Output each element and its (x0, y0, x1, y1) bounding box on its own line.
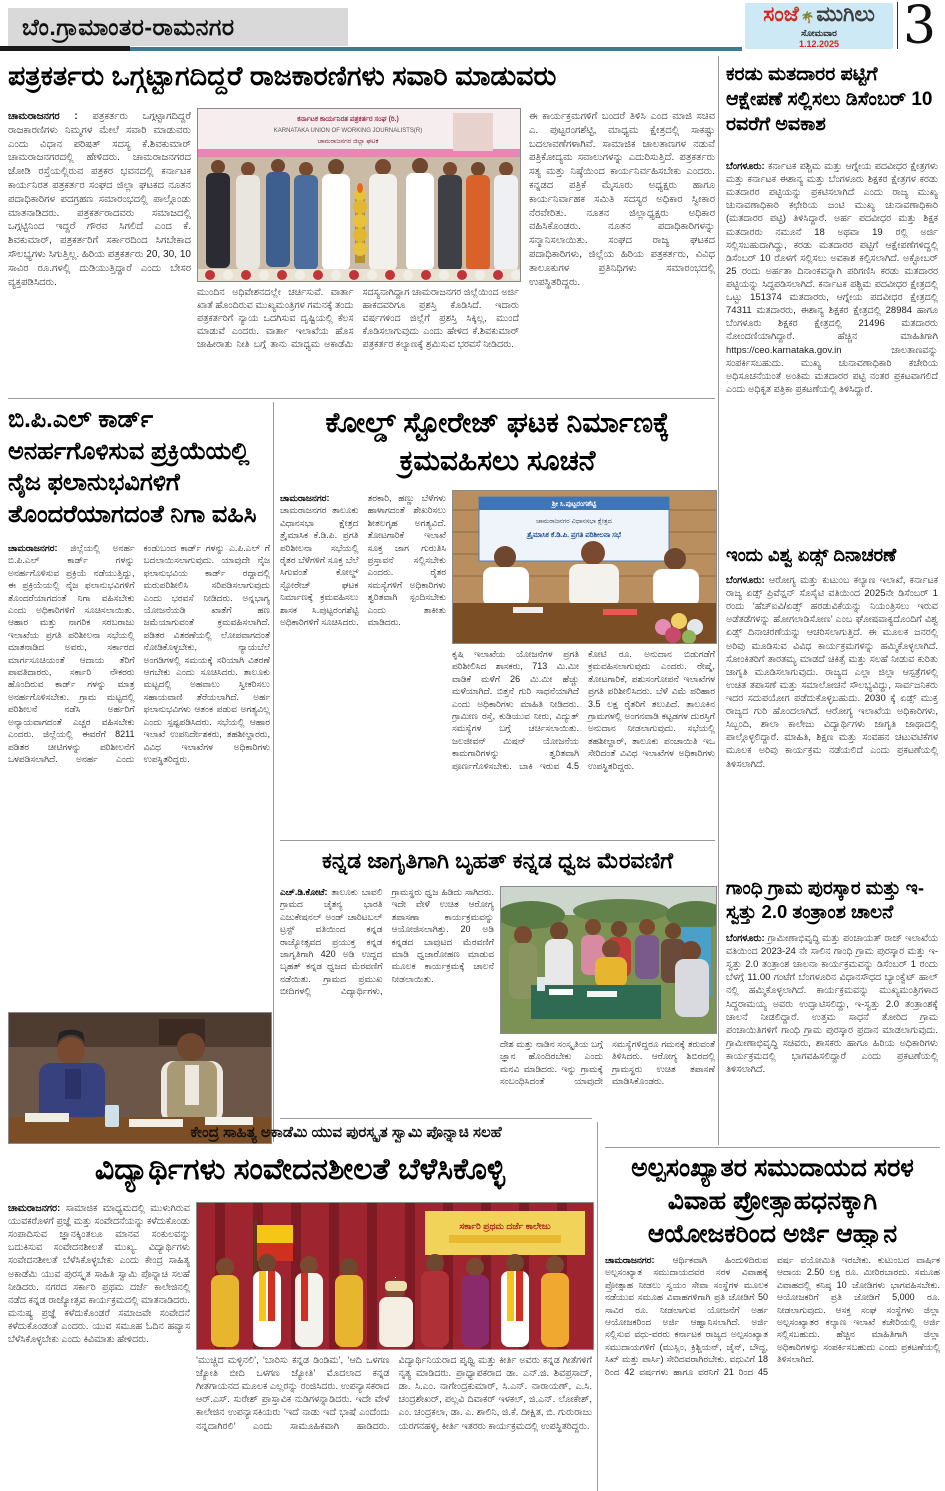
newspaper-logo (745, 3, 893, 49)
edition-region-label: ಬೆಂ.ಗ್ರಾಮಾಂತರ-ರಾಮನಗರ (8, 8, 348, 46)
bpl-headline: ಬಿ.ಪಿ.ಎಲ್ ಕಾರ್ಡ್ ಅನರ್ಹಗೊಳಿಸುವ ಪ್ರಕ್ರಿಯೆಯಲ್ಲಿ ನೈಜ ಫಲಾನುಭವಿಗಳಿಗೆ ತೊಂದರೆಯಾಗದಂತೆ ನಿಗಾ ವಹಿಸಿ (8, 406, 257, 529)
cold-dateline: ಚಾಮರಾಜನಗರ: (280, 493, 330, 503)
divider (8, 398, 715, 399)
students-body-left: ಚಾಮರಾಜನಗರ: ಸಾಮಾಜಿಕ ಮಾಧ್ಯಮದಲ್ಲಿ ಮುಳುಗಿರುವ ಯುವಕರೊಳಗೆ ಪ್ರಜ್ಞೆ ಮತ್ತು ಸಂವೇದನೆಯನ್ನು ಕಳೆದುಕೊಂಡು ಸಂಪಾದಿಸುವ ಜ್ಞಾನಕ್ಕಿಂತಲೂ ಮಾನವ ಸಂಕುಲವನ್ನು ಬದುಕಿಸುವ ಸಂವೇದನಶೀಲತೆ ಮುಖ್ಯ. ವಿದ್ಯಾರ್ಥಿಗಳು ಸಂವೇದನಶೀಲತೆ ಬೆಳೆಸಿಕೊಳ್ಳಬೇಕು ಎಂದು ಕೇಂದ್ರ ಸಾಹಿತ್ಯ ಅಕಾಡೆಮಿ ಯುವ ಪುರಸ್ಕೃತ ಸಾಹಿತಿ ಸ್ವಾಮಿ ಪೊನ್ನಾಚಿ ಸಲಹೆ ನೀಡಿದರು. ನಗರದ ಸರ್ಕಾರಿ ಪ್ರಥಮ ದರ್ಜೆ ಕಾಲೇಜಿನಲ್ಲಿ ನಡೆದ ಕನ್ನಡ ರಾಜ್ಯೋತ್ಸವ ಕಾರ್ಯಕ್ರಮದಲ್ಲಿ ಮಾತನಾಡಿದರು. ಮನುಷ್ಯ ಪ್ರಜ್ಞೆ ಕಳೆದುಕೊಂಡರೆ ಸಮಾಜವೇ ಸಂವೇದನೆ ಕಳೆದುಕೊಂಡಂತೆ ಎಂದರು. ಯುವ ಸಮೂಹ ಓದಿನ ಹವ್ಯಾಸ ಬೆಳೆಸಿಕೊಳ್ಳಬೇಕು ಎಂದು ಕಿವಿಮಾತು ಹೇಳಿದರು. (8, 1203, 190, 1346)
students-kicker: ಕೇಂದ್ರ ಸಾಹಿತ್ಯ ಅಕಾಡೆಮಿ ಯುವ ಪುರಸ್ಕೃತ ಸ್ವಾಮಿ ಪೊನ್ನಾಚಿ ಸಲಹೆ (190, 1124, 502, 1141)
bpl-dateline: ಚಾಮರಾಜನಗರ: (8, 543, 58, 553)
photo-banner-text: ಕರ್ನಾಟಕ ಕಾರ್ಯನಿರತ ಪತ್ರಕರ್ತರ ಸಂಘ (ರಿ.) (297, 116, 399, 123)
college-banner (425, 1211, 585, 1255)
bpl-body: ಚಾಮರಾಜನಗರ: ಜಿಲ್ಲೆಯಲ್ಲಿ ಅನರ್ಹ ಬಿ.ಪಿ.ಎಲ್ ಕಾರ್ಡ್ ಗಳನ್ನು ಅನರ್ಹಗೊಳಿಸುವ ಪ್ರಕ್ರಿಯೆ ನಡೆಯುತ್ತಿದ್ದು, ಈ ಪ್ರಕ್ರಿಯೆಯಲ್ಲಿ ನೈಜ ಫಲಾನುಭವಿಗಳಿಗೆ ತೊಂದರೆಯಾಗದಂತೆ ನಿಗಾ ವಹಿಸಬೇಕು ಎಂದು ಅಧಿಕಾರಿಗಳಿಗೆ ಸೂಚಿಸಲಾಯಿತು. ಆಹಾರ ಮತ್ತು ನಾಗರಿಕ ಸರಬರಾಜು ಇಲಾಖೆಯ ಪ್ರಗತಿ ಪರಿಶೀಲನಾ ಸಭೆಯಲ್ಲಿ ಮಾತನಾಡಿದ ಅವರು, ಸರ್ಕಾರದ ಮಾರ್ಗಸೂಚಿಯಂತೆ ಆದಾಯ ತೆರಿಗೆ ಪಾವತಿದಾರರು, ಸರ್ಕಾರಿ ನೌಕರರು ಹೊಂದಿರುವ ಕಾರ್ಡ್ ಗಳನ್ನು ಮಾತ್ರ ಅನರ್ಹಗೊಳಿಸಬೇಕು. ಗ್ರಾಮ ಮಟ್ಟದಲ್ಲಿ ಪರಿಶೀಲನೆ ನಡೆಸಿ ಅರ್ಹರಿಗೆ ಅನ್ಯಾಯವಾಗದಂತೆ ಎಚ್ಚರ ವಹಿಸಬೇಕು ಎಂದರು. ಜಿಲ್ಲೆಯಲ್ಲಿ ಈವರೆಗೆ 8211 ಪಡಿತರ ಚೀಟಿಗಳನ್ನು ಪರಿಶೀಲನೆಗೆ ಒಳಪಡಿಸಲಾಗಿದೆ. ಅನರ್ಹ ಎಂದು ಕಂಡುಬಂದ ಕಾರ್ಡ್ ಗಳನ್ನು ಎ.ಪಿ.ಎಲ್ ಗೆ ಬದಲಾಯಿಸಲಾಗುವುದು. ಯಾವುದೇ ನೈಜ ಫಲಾನುಭವಿಯ ಕಾರ್ಡ್ ರದ್ದಾದಲ್ಲಿ ಮರುಪರಿಶೀಲಿಸಿ ಸರಿಪಡಿಸಲಾಗುವುದು ಎಂದು ಭರವಸೆ ನೀಡಿದರು. ಅನ್ನಭಾಗ್ಯ ಯೋಜನೆಯಡಿ ಖಾತೆಗೆ ಹಣ ಜಮೆಯಾಗುವಂತೆ ಕ್ರಮವಹಿಸಲಾಗಿದೆ. ಪಡಿತರ ವಿತರಣೆಯಲ್ಲಿ ಲೋಪವಾಗದಂತೆ ನೋಡಿಕೊಳ್ಳಬೇಕು, ನ್ಯಾಯಬೆಲೆ ಅಂಗಡಿಗಳಲ್ಲಿ ಸಮಯಕ್ಕೆ ಸರಿಯಾಗಿ ವಿತರಣೆ ಆಗಬೇಕು ಎಂದು ಸೂಚಿಸಿದರು. ತಾಲೂಕು ಮಟ್ಟದಲ್ಲಿ ಅಹವಾಲು ಸ್ವೀಕರಿಸಲು ಸಹಾಯವಾಣಿ ತೆರೆಯಲಾಗಿದೆ. ಅರ್ಹ ಫಲಾನುಭವಿಗಳು ಆತಂಕ ಪಡುವ ಅಗತ್ಯವಿಲ್ಲ ಎಂದು ಸ್ಪಷ್ಟಪಡಿಸಿದರು. ಸಭೆಯಲ್ಲಿ ಆಹಾರ ಇಲಾಖೆ ಉಪನಿರ್ದೇಶಕರು, ತಹಶೀಲ್ದಾರರು, ವಿವಿಧ ಇಲಾಖೆಗಳ ಅಧಿಕಾರಿಗಳು ಉಪಸ್ಥಿತರಿದ್ದರು. (8, 543, 270, 764)
svg-text:ತ್ರೈಮಾಸಿಕ ಕೆ.ಡಿ.ಪಿ. ಪ್ರಗತಿ ಪರಿ: ತ್ರೈಮಾಸಿಕ ಕೆ.ಡಿ.ಪಿ. ಪ್ರಗತಿ ಪರಿಶೀಲನಾ ಸಭೆ (527, 532, 621, 539)
gandhi-body: ಬೆಂಗಳೂರು: ಗ್ರಾಮೀಣಾಭಿವೃದ್ಧಿ ಮತ್ತು ಪಂಚಾಯತ್ ರಾಜ್ ಇಲಾಖೆಯ ವತಿಯಿಂದ 2023-24 ನೇ ಸಾಲಿನ ಗಾಂಧಿ ಗ್ರಾಮ ಪುರಸ್ಕಾರ ಮತ್ತು ಇ-ಸ್ವತ್ತು 2.0 ತಂತ್ರಾಂಶ ಚಾಲನಾ ಕಾರ್ಯಕ್ರಮವನ್ನು ಡಿಸೆಂಬರ್ 1 ರಂದು ಬೆಳಗ್ಗೆ 11.00 ಗಂಟೆಗೆ ಬೆಂಗಳೂರಿನ ವಿಧಾನಸೌಧದ ಬ್ಯಾಂಕ್ವೆಟ್ ಹಾಲ್ ನಲ್ಲಿ ಹಮ್ಮಿಕೊಳ್ಳಲಾಗಿದೆ. ಕಾರ್ಯಕ್ರಮವನ್ನು ಮುಖ್ಯಮಂತ್ರಿಗಳಾದ ಸಿದ್ದರಾಮಯ್ಯ ಅವರು ಉದ್ಘಾಟಿಸಲಿದ್ದು, ಇ-ಸ್ವತ್ತು 2.0 ತಂತ್ರಾಂಶಕ್ಕೆ ಚಾಲನೆ ನೀಡಲಿದ್ದಾರೆ. ಉತ್ತಮ ಸಾಧನೆ ತೋರಿದ ಗ್ರಾಮ ಪಂಚಾಯಿತಿಗಳಿಗೆ ಗಾಂಧಿ ಗ್ರಾಮ ಪುರಸ್ಕಾರ ಪ್ರದಾನ ಮಾಡಲಾಗುವುದು. ಗ್ರಾಮೀಣಾಭಿವೃದ್ಧಿ ಸಚಿವರು, ಶಾಸಕರು ಹಾಗೂ ಹಿರಿಯ ಅಧಿಕಾರಿಗಳು ಕಾರ್ಯಕ್ರಮದಲ್ಲಿ ಭಾಗವಹಿಸಲಿದ್ದಾರೆ ಎಂದು ಪ್ರಕಟಣೆಯಲ್ಲಿ ತಿಳಿಸಲಾಗಿದೆ. (726, 933, 938, 1076)
divider (605, 1147, 940, 1148)
health-camp-photo (500, 886, 717, 1034)
right-rail-divider (718, 56, 719, 1145)
journalists-photo (197, 108, 521, 282)
gandhi-headline: ಗಾಂಧಿ ಗ್ರಾಮ ಪುರಸ್ಕಾರ ಮತ್ತು ಇ-ಸ್ವತ್ತು 2.0 ತಂತ್ರಾಂಶ ಚಾಲನೆ (726, 877, 924, 923)
masthead-divider (897, 2, 898, 49)
voters-headline: ಕರಡು ಮತದಾರರ ಪಟ್ಟಿಗೆ ಆಕ್ಷೇಪಣೆ ಸಲ್ಲಿಸಲು ಡಿಸೆಂಬರ್ 10 ರವರೆಗೆ ಅವಕಾಶ (726, 64, 933, 136)
flag-headline: ಕನ್ನಡ ಜಾಗೃತಿಗಾಗಿ ಬೃಹತ್ ಕನ್ನಡ ಧ್ವಜ ಮೆರವಣಿಗೆ (322, 848, 673, 873)
svg-text:ಸರ್ಕಾರಿ ಪ್ರಥಮ ದರ್ಜೆ ಕಾಲೇಜು: ಸರ್ಕಾರಿ ಪ್ರಥಮ ದರ್ಜೆ ಕಾಲೇಜು (459, 1221, 551, 1231)
flag-body-left: ಎಚ್.ಡಿ.ಕೋಟೆ: ತಾಲೂಕು ಬಾವಲಿ ಗ್ರಾಮದ ಚೈತನ್ಯ ಭಾರತಿ ಎಜುಕೇಷನಲ್ ಅಂಡ್ ಚಾರಿಟಬಲ್ ಟ್ರಸ್ಟ್ ವತಿಯಿಂದ ಕನ್ನಡ ರಾಜ್ಯೋತ್ಸವದ ಪ್ರಯುಕ್ತ ಕನ್ನಡ ಜಾಗೃತಿಗಾಗಿ 420 ಅಡಿ ಉದ್ದದ ಬೃಹತ್ ಕನ್ನಡ ಧ್ವಜದ ಮೆರವಣಿಗೆ ನಡೆಯಿತು. ಗ್ರಾಮದ ಪ್ರಮುಖ ಬೀದಿಗಳಲ್ಲಿ ವಿದ್ಯಾರ್ಥಿಗಳು, ಗ್ರಾಮಸ್ಥರು ಧ್ವಜ ಹಿಡಿದು ಸಾಗಿದರು. ಇದೇ ವೇಳೆ ಉಚಿತ ಆರೋಗ್ಯ ತಪಾಸಣಾ ಕಾರ್ಯಕ್ರಮವನ್ನು ಆಯೋಜಿಸಲಾಗಿತ್ತು. 20 ಅಡಿ ಕನ್ನಡದ ಬಾವುಟದ ಮೆರವಣಿಗೆ ಮಾಡಿ ಧ್ವಜಾರೋಹಣ ಮಾಡುವ ಮೂಲಕ ಕಾರ್ಯಕ್ರಮಕ್ಕೆ ಚಾಲನೆ ನೀಡಲಾಯಿತು. (280, 887, 494, 997)
main-dateline: ಚಾಮರಾಜನಗರ : (8, 111, 78, 122)
main-body-col1: ಚಾಮರಾಜನಗರ : ಪತ್ರಕರ್ತರು ಒಗ್ಗಟ್ಟಾಗದಿದ್ದರೆ ರಾಜಕಾರಣಿಗಳು ನಿಮ್ಮಗಳ ಮೇಲೆ ಸವಾರಿ ಮಾಡುವರು ಎಂದು ವಿಧಾನ ಪರಿಷತ್ ಸದಸ್ಯ ಕೆ.ಶಿವಕುಮಾರ್ ಚಾಮರಾಜನಗರದಲ್ಲಿ ಹೇಳಿದರು. ಚಾಮರಾಜನಗರದ ಜೋಡಿ ರಸ್ತೆಯಲ್ಲಿರುವ ಪತ್ರಕರ ಭವನದಲ್ಲಿ ಕರ್ನಾಟಕ ಕಾರ್ಯನಿರತ ಪತ್ರಕರ್ತರ ಸಂಘದ ಜಿಲ್ಲಾ ಘಟಕದ ನೂತನ ಪದಾಧಿಕಾರಿಗಳ ಪದಗ್ರಹಣ ಸಮಾರಂಭದಲ್ಲಿ ಪಾಲ್ಗೊಂಡು ಮಾತನಾಡಿದರು. ಪತ್ರಕರ್ತರಾದವರು ಸಮಾಜದಲ್ಲಿ ಒಗ್ಗಟ್ಟಿನಿಂದ ಇದ್ದರೆ ಗೌರವ ಸಿಗಲಿದೆ ಎಂದ ಕೆ. ಶಿವಕುಮಾರ್, ಪತ್ರಕರ್ತರಿಗೆ ಸರ್ಕಾರದಿಂದ ಸಿಗಬೇಕಾದ ಸೌಲಭ್ಯಗಳು ಸಿಗುತ್ತಿಲ್ಲ. ಹಿರಿಯ ಪತ್ರಕರ್ತರು 20, 30, 10 ಸಾವಿರ ರೂ.ಗಳಲ್ಲಿ ದುಡಿಯುತ್ತಿದ್ದಾರೆ ಎಂದು ಬೇಸರ ವ್ಯಕ್ತಪಡಿಸಿದರು. (8, 111, 191, 288)
cold-headline: ಕೋಲ್ಡ್ ಸ್ಟೋರೇಜ್ ಘಟಕ ನಿರ್ಮಾಣಕ್ಕೆ ಕ್ರಮವಹಿಸಲು ಸೂಚನೆ (325, 407, 670, 476)
main-body-col2: ಮುಂದಿನ ಅಧಿವೇಶನದಲ್ಲೇ ಚರ್ಚಿಸುವೆ. ವಾರ್ತಾ ಖಾತೆ ಹೊಂದಿರುವ ಮುಖ್ಯಮಂತ್ರಿಗಳ ಗಮನಕ್ಕೆ ತಂದು ಪತ್ರಕರ್ತರಿಗೆ ನ್ಯಾಯ ಒದಗಿಸುವ ದೃಷ್ಟಿಯಲ್ಲಿ ಕೆಲಸ ಮಾಡುವೆ ಎಂದರು. ವಾರ್ತಾ ಇಲಾಖೆಯ ಹೊಸ ಜಾಹೀರಾತು ನೀತಿ ಬಗ್ಗೆ ತಾನು ಮಾಧ್ಯಮ ಅಕಾಡೆಮಿ ಸದಸ್ಯನಾಗಿದ್ದಾಗ ಚಾಮರಾಜನಗರ ಜಿಲ್ಲೆಯಿಂದ ಅರ್ಜಿ ಹಾಕದವರಿಗೂ ಪ್ರಶಸ್ತಿ ಕೊಡಿಸಿದೆ. ಇದಾರು ವರ್ಷಗಳಿಂದ ಜಿಲ್ಲೆಗೆ ಪ್ರಶಸ್ತಿ ಸಿಕ್ಕಿಲ್ಲ, ಮುಂದೆ ಕೊಡಿಸಲಾಗುವುದು ಎಂದು ಹೇಳಿದ ಕೆ.ಶಿವಕುಮಾರ್ ಪತ್ರಕರ್ತರ ಕಲ್ಯಾಣಕ್ಕೆ ಶ್ರಮಿಸುವ ಭರವಸೆ ನೀಡಿದರು. (197, 287, 519, 351)
voters-dateline: ಬೆಂಗಳೂರು: (726, 161, 765, 172)
flower-garland (198, 269, 520, 281)
main-headline: ಪತ್ರಕರ್ತರು ಒಗ್ಗಟ್ಟಾಗದಿದ್ದರೆ ರಾಜಕಾರಣಿಗಳು ಸವಾರಿ ಮಾಡುವರು (8, 61, 557, 91)
logo-text-sanje: ಸಂಜೆ (763, 2, 799, 26)
students-dateline: ಚಾಮರಾಜನಗರ: (8, 1203, 61, 1214)
svg-text:ಚಾಮರಾಜನಗರ ವಿಧಾನಸಭಾ ಕ್ಷೇತ್ರದ: ಚಾಮರಾಜನಗರ ವಿಧಾನಸಭಾ ಕ್ಷೇತ್ರದ (536, 518, 612, 525)
voters-body: ಬೆಂಗಳೂರು: ಕರ್ನಾಟಕ ಪಶ್ಚಿಮ ಮತ್ತು ಆಗ್ನೇಯ ಪದವೀಧರ ಕ್ಷೇತ್ರಗಳು ಮತ್ತು ಕರ್ನಾಟಕ ಈಶಾನ್ಯ ಮತ್ತು ಬೆಂಗಳೂರು ಶಿಕ್ಷಕರ ಕ್ಷೇತ್ರಗಳ ಕರಡು ಮತದಾರರ ಪಟ್ಟಿಯನ್ನು ಪ್ರಕಟಿಸಲಾಗಿದೆ ಎಂದು ರಾಜ್ಯ ಮುಖ್ಯ ಚುನಾವಣಾಧಿಕಾರಿ ಕಛೇರಿಯ ಜಂಟಿ ಮುಖ್ಯ ಚುನಾವಣಾಧಿಕಾರಿ (ಮತದಾರರ ಪಟ್ಟಿ) ತಿಳಿಸಿದ್ದಾರೆ. ಅರ್ಹ ಪದವೀಧರ ಮತ್ತು ಶಿಕ್ಷಕ ಮತದಾರರು ನಮೂನೆ 18 ಅಥವಾ 19 ರಲ್ಲಿ ಅರ್ಜಿ ಸಲ್ಲಿಸಬಹುದಾಗಿದ್ದು, ಕರಡು ಮತದಾರರ ಪಟ್ಟಿಗೆ ಆಕ್ಷೇಪಣೆಗಳಿದ್ದಲ್ಲಿ ಡಿಸೆಂಬರ್ 10 ರೊಳಗೆ ಸಲ್ಲಿಸಲು ಅವಕಾಶ ಕಲ್ಪಿಸಲಾಗಿದೆ. ಅಕ್ಟೋಬರ್ 25 ರಂದು ಅರ್ಹತಾ ದಿನಾಂಕವನ್ನಾಗಿ ಪರಿಗಣಿಸಿ ಕರಡು ಮತದಾರರ ಪಟ್ಟಿಯನ್ನು ಸಿದ್ಧಪಡಿಸಲಾಗಿದೆ. ಕರ್ನಾಟಕ ಪಶ್ಚಿಮ ಪದವೀಧರ ಕ್ಷೇತ್ರದಲ್ಲಿ ಒಟ್ಟು 151374 ಮತದಾರರು, ಆಗ್ನೇಯ ಪದವೀಧರ ಕ್ಷೇತ್ರದಲ್ಲಿ 74311 ಮತದಾರರು, ಈಶಾನ್ಯ ಶಿಕ್ಷಕರ ಕ್ಷೇತ್ರದಲ್ಲಿ 28984 ಹಾಗೂ ಬೆಂಗಳೂರು ಶಿಕ್ಷಕರ ಕ್ಷೇತ್ರದಲ್ಲಿ 21496 ಮತದಾರರು ನೋಂದಣಿಯಾಗಿದ್ದಾರೆ. ಹೆಚ್ಚಿನ ಮಾಹಿತಿಗಾಗಿ https://ceo.karnataka.gov.in ಜಾಲತಾಣವನ್ನು ಸಂಪರ್ಕಿಸಬಹುದು. ಮುಖ್ಯ ಚುನಾವಣಾಧಿಕಾರಿ ಕಚೇರಿಯ ಅಧಿಸೂಚನೆಯಂತೆ ಅಂತಿಮ ಮತದಾರರ ಪಟ್ಟಿ ನಂತರ ಪ್ರಕಟವಾಗಲಿದೆ ಎಂದು ಅಧಿಕೃತ ಪತ್ರಿಕಾ ಪ್ರಕಟಣೆಯಲ್ಲಿ ತಿಳಿಸಿದ್ದಾರೆ. (726, 161, 938, 395)
date-label: 1.12.2025 (798, 38, 840, 49)
students-body-below: ‘ಮುಚ್ಚಿದ ಮಳ್ಳಿನಲಿ’, ‘ಬಾರಿಸು ಕನ್ನಡ ಡಿಂಡಿಮ’, ‘ಆದಿ ಒಳಗಣ ಜ್ಯೋತಿ ಬೀದಿ ಒಳಗಣ ಜ್ಯೋತಿ’ ಮೊದಲಾದ ಕನ್ನಡ ಗೀತಗಾಯನದ ಮೂಲಕ ಎಲ್ಲರನ್ನು ರಂಜಿಸಿದರು. ಉಪನ್ಯಾಸಕರಾದ ಆರ್.ಎಸ್. ಸುರೇಶ್ ಪ್ರಾಸ್ತಾವಿಕ ನುಡಿಗಳನ್ನಾಡಿದರು. ಇದೇ ವೇಳೆ ಕಾಲೇಜಿನ ಉಪನ್ಯಾಸಕಿಯರು ‘ಇದೆ ನಾಡು ಇದೆ ಭಾಷೆ ಎಂದೆಂದು ನನ್ನದಾಗಿರಲಿ’ ಎಂದು ಸಾಮೂಹಿಕವಾಗಿ ಹಾಡಿದರು. ವಿದ್ಯಾರ್ಥಿನಿಯರಾದ ಪೃಥ್ವಿ ಮತ್ತು ಕೀರ್ತಿ ಅವರು ಕನ್ನಡ ಗೀತೆಗಳಿಗೆ ನೃತ್ಯ ಮಾಡಿದರು. ಪ್ರಾಧ್ಯಾಪಕರಾದ ಡಾ. ಎನ್.ಜಿ. ಶಿವಪ್ರಸಾದ್, ಡಾ. ಸಿ.ಎಂ. ನಾಗೇಂದ್ರಕುಮಾರ್, ಸಿ.ಎನ್. ನಾರಾಯಣ್, ಎ.ಸಿ. ಚಂದ್ರಶೇಖರ್, ಪಲ್ಲವಿ ದಿವಾಕರ್ ಇಳಕಲ್, ಜಿ.ಎನ್. ಲೋಕೇಶ್, ಎಂ. ಚಂದ್ರಕಲಾ, ಡಾ. ಎ. ಶಾಲಿನಿ, ಜಿ.ಕೆ. ದೀಕ್ಷಿತ, ಬಿ. ಗುರುರಾಜು ಯರಗನಹಳ್ಳಿ, ಕೀರ್ತಿ ಇತರರು ಕಾರ್ಯಕ್ರಮದಲ್ಲಿ ಉಪಸ್ಥಿತರಿದ್ದರು. (196, 1355, 592, 1432)
main-body-col3: ಈ ಕಾರ್ಯಕ್ರಮಗಳಿಗೆ ಬಂದರೆ ತಿಳಿಸಿ ಎಂದ ಮಾಜಿ ಸಚಿವ ಎ. ಪುಟ್ಟರಂಗಶೆಟ್ಟಿ, ಮಾಧ್ಯಮ ಕ್ಷೇತ್ರದಲ್ಲಿ ಸಾಕಷ್ಟು ಬದಲಾವಣೆಗಳಾಗಿವೆ. ಸಾಮಾಜಿಕ ಜಾಲತಾಣಗಳ ನಡುವೆ ಪತ್ರಿಕೋದ್ಯಮ ಸವಾಲುಗಳನ್ನು ಎದುರಿಸುತ್ತಿದೆ. ಪತ್ರಕರ್ತರು ಸತ್ಯ ಮತ್ತು ನಿಷ್ಠೆಯಿಂದ ಕಾರ್ಯನಿರ್ವಹಿಸಬೇಕು ಎಂದರು. ಕನ್ನಡದ ಪತ್ರಿಕೆ ಮೈಸೂರು ಅಧ್ಯಕ್ಷರು ಹಾಗೂ ಕಾರ್ಯನಿರ್ವಾಹಕ ಸಮಿತಿ ಸದಸ್ಯರ ಅಧಿಕಾರ ಸ್ವೀಕಾರ ನೆರವೇರಿತು. ನೂತನ ಜಿಲ್ಲಾಧ್ಯಕ್ಷರು ಅಧಿಕಾರ ವಹಿಸಿಕೊಂಡರು. ನೂತನ ಪದಾಧಿಕಾರಿಗಳನ್ನು ಸನ್ಮಾನಿಸಲಾಯಿತು. ಸಂಘದ ರಾಜ್ಯ ಘಟಕದ ಪದಾಧಿಕಾರಿಗಳು, ಜಿಲ್ಲೆಯ ಹಿರಿಯ ಪತ್ರಕರ್ತರು, ವಿವಿಧ ತಾಲೂಕುಗಳ ಪ್ರತಿನಿಧಿಗಳು ಸಮಾರಂಭದಲ್ಲಿ ಉಪಸ್ಥಿತರಿದ್ದರು. (529, 111, 715, 288)
cold-body-left: ಚಾಮರಾಜನಗರ: ಚಾಮರಾಜನಗರ ತಾಲೂಕು ವಿಧಾನಸಭಾ ಕ್ಷೇತ್ರದ ತ್ರೈಮಾಸಿಕ ಕೆ.ಡಿ.ಪಿ. ಪ್ರಗತಿ ಪರಿಶೀಲನಾ ಸಭೆಯಲ್ಲಿ ರೈತರ ಬೆಳೆಗಳಿಗೆ ಸೂಕ್ತ ಬೆಲೆ ಸಿಗುವಂತೆ ಕೋಲ್ಡ್ ಸ್ಟೋರೇಜ್ ಘಟಕ ನಿರ್ಮಾಣಕ್ಕೆ ಕ್ರಮವಹಿಸಲು ಶಾಸಕ ಸಿ.ಪುಟ್ಟರಂಗಶೆಟ್ಟಿ ಅಧಿಕಾರಿಗಳಿಗೆ ಸೂಚಿಸಿದರು. ತರಕಾರಿ, ಹಣ್ಣು ಬೆಳೆಗಳು ಹಾಳಾಗದಂತೆ ಶೇಖರಿಸಲು ಶೀತಲಗೃಹ ಅಗತ್ಯವಿದೆ. ತೋಟಗಾರಿಕೆ ಇಲಾಖೆ ಸೂಕ್ತ ಜಾಗ ಗುರುತಿಸಿ ಪ್ರಸ್ತಾವನೆ ಸಲ್ಲಿಸಬೇಕು ಎಂದರು. ರೈತರ ಸಮಸ್ಯೆಗಳಿಗೆ ಅಧಿಕಾರಿಗಳು ತ್ವರಿತವಾಗಿ ಸ್ಪಂದಿಸಬೇಕು ಎಂದು ತಾಕೀತು ಮಾಡಿದರು. (280, 493, 446, 628)
day-label: ಸೋಮವಾರ (801, 27, 837, 38)
students-headline: ವಿದ್ಯಾರ್ಥಿಗಳು ಸಂವೇದನಶೀಲತೆ ಬೆಳೆಸಿಕೊಳ್ಳಿ (94, 1153, 506, 1186)
flag-dateline: ಎಚ್.ಡಿ.ಕೋಟೆ: (280, 887, 328, 897)
column-divider (273, 402, 274, 1142)
svg-text:ಶ್ರೀ ಸಿ.ಪುಟ್ಟರಂಗಶೆಟ್ಟಿ: ಶ್ರೀ ಸಿ.ಪುಟ್ಟರಂಗಶೆಟ್ಟಿ (551, 501, 597, 508)
marriage-dateline: ಚಾಮರಾಜನಗರ: (605, 1255, 655, 1265)
cold-body-bottom: ಕೃಷಿ ಇಲಾಖೆಯ ಯೋಜನೆಗಳ ಪ್ರಗತಿ ಪರಿಶೀಲಿಸಿದ ಶಾಸಕರು, 713 ಮಿ.ಮೀ ವಾಡಿಕೆ ಮಳೆಗೆ 26 ಮಿ.ಮೀ ಹೆಚ್ಚು ಮಳೆಯಾಗಿದೆ. ಬಿತ್ತನೆ ಗುರಿ ಸಾಧನೆಯಾಗಿದೆ ಎಂದು ಅಧಿಕಾರಿಗಳು ಮಾಹಿತಿ ನೀಡಿದರು. ಗ್ರಾಮೀಣ ರಸ್ತೆ, ಕುಡಿಯುವ ನೀರು, ವಿದ್ಯುತ್ ಸಮಸ್ಯೆಗಳ ಬಗ್ಗೆ ಚರ್ಚಿಸಲಾಯಿತು. ಜಲಜೀವನ್ ಮಿಷನ್ ಯೋಜನೆಯ ಕಾಮಗಾರಿಗಳನ್ನು ತ್ವರಿತವಾಗಿ ಪೂರ್ಣಗೊಳಿಸಬೇಕು. ಬಾಕಿ ಇರುವ 4.5 ಕೋಟಿ ರೂ. ಅನುದಾನ ಬಿಡುಗಡೆಗೆ ಕ್ರಮವಹಿಸಲಾಗುವುದು ಎಂದರು. ರೇಷ್ಮೆ, ತೋಟಗಾರಿಕೆ, ಪಶುಸಂಗೋಪನೆ ಇಲಾಖೆಗಳ ಪ್ರಗತಿ ಪರಿಶೀಲಿಸಿದರು. ಬೆಳೆ ವಿಮೆ ಪರಿಹಾರ 3.5 ಲಕ್ಷ ರೈತರಿಗೆ ತಲುಪಿದೆ. ತಾಲೂಕಿನ ಗ್ರಾಮಗಳಲ್ಲಿ ಅಂಗನವಾಡಿ ಕಟ್ಟಡಗಳ ದುರಸ್ತಿಗೆ ಅನುದಾನ ನೀಡಲಾಗುವುದು. ಸಭೆಯಲ್ಲಿ ತಹಶೀಲ್ದಾರ್, ತಾಲೂಕು ಪಂಚಾಯಿತಿ ಇಒ ಸೇರಿದಂತೆ ವಿವಿಧ ಇಲಾಖೆಗಳ ಅಧಿಕಾರಿಗಳು ಉಪಸ್ಥಿತರಿದ್ದರು. (452, 649, 715, 771)
page-number: 3 (903, 0, 937, 56)
marriage-headline: ಅಲ್ಪಸಂಖ್ಯಾತರ ಸಮುದಾಯದ ಸರಳ ವಿವಾಹ ಪ್ರೋತ್ಸಾಹಧನಕ್ಕಾಗಿ ಆಯೋಜಕರಿಂದ ಅರ್ಜಿ ಆಹ್ವಾನ (631, 1154, 914, 1248)
palm-tree-icon: 🌴 (800, 11, 815, 24)
flag-body-below: ದೇಶ ಮತ್ತು ನಾಡಿನ ಸಂಸ್ಕೃತಿಯ ಬಗ್ಗೆ ಜ್ಞಾನ ಹೊಂದಿರಬೇಕು ಎಂದು ಮನವಿ ಮಾಡಿದರು. ಇನ್ನು ಗ್ರಾಮಕ್ಕೆ ಸಂಬಂಧಿಸಿದಂತೆ ಯಾವುದೇ ಸಮಸ್ಯೆಗಳಿದ್ದರೂ ಗಮನಕ್ಕೆ ತರುವಂತೆ ತಿಳಿಸಿದರು. ಆರೋಗ್ಯ ಶಿಬಿರದಲ್ಲಿ ಗ್ರಾಮಸ್ಥರು ಉಚಿತ ತಪಾಸಣೆ ಮಾಡಿಸಿಕೊಂಡರು. (500, 1039, 715, 1087)
college-group-photo (196, 1202, 594, 1350)
marriage-body: ಚಾಮರಾಜನಗರ: ಆರ್ಥಿಕವಾಗಿ ಹಿಂದುಳಿದಿರುವ ಅಲ್ಪಸಂಖ್ಯಾತ ಸಮುದಾಯದವರ ಸರಳ ವಿವಾಹಕ್ಕೆ ಪ್ರೋತ್ಸಾಹ ನೀಡಲು ಸ್ವಯಂ ಸೇವಾ ಸಂಸ್ಥೆಗಳ ಮೂಲಕ ನಡೆಯುವ ಸಮೂಹ ವಿವಾಹಗಳಿಗಾಗಿ ಪ್ರತಿ ಜೋಡಿಗೆ 50 ಸಾವಿರ ರೂ. ನೀಡಲಾಗುವ ಯೋಜನೆಗೆ ಅರ್ಹ ಆಯೋಜಕರಿಂದ ಅರ್ಜಿ ಆಹ್ವಾನಿಸಲಾಗಿದೆ. ಅರ್ಜಿ ಸಲ್ಲಿಸುವ ವಧು-ವರರು ಕರ್ನಾಟಕ ರಾಜ್ಯದ ಅಲ್ಪಸಂಖ್ಯಾತ ಸಮುದಾಯಗಳಿಗೆ (ಮುಸ್ಲಿಂ, ಕ್ರಿಶ್ಚಿಯನ್, ಜೈನ್, ಬೌದ್ಧ, ಸಿಖ್ ಮತ್ತು ಪಾರ್ಸಿ) ಸೇರಿದವರಾಗಿರಬೇಕು. ವಧುವಿಗೆ 18 ರಿಂದ 42 ವರ್ಷಗಳು ಹಾಗೂ ವರನಿಗೆ 21 ರಿಂದ 45 ವರ್ಷ ವಯೋಮಿತಿ ಇರಬೇಕು. ಕುಟುಂಬದ ವಾರ್ಷಿಕ ಆದಾಯ 2.50 ಲಕ್ಷ ರೂ. ಮೀರಿರಬಾರದು. ಸಮೂಹ ವಿವಾಹದಲ್ಲಿ ಕನಿಷ್ಠ 10 ಜೋಡಿಗಳು ಭಾಗವಹಿಸಬೇಕು. ಆಯೋಜಕರಿಗೆ ಪ್ರತಿ ಜೋಡಿಗೆ 5,000 ರೂ. ನೀಡಲಾಗುವುದು. ಆಸಕ್ತ ಸಂಘ ಸಂಸ್ಥೆಗಳು ಜಿಲ್ಲಾ ಅಲ್ಪಸಂಖ್ಯಾತರ ಕಲ್ಯಾಣ ಇಲಾಖೆ ಕಚೇರಿಯಲ್ಲಿ ಅರ್ಜಿ ಸಲ್ಲಿಸಬಹುದು. ಹೆಚ್ಚಿನ ಮಾಹಿತಿಗಾಗಿ ಜಿಲ್ಲಾ ಅಧಿಕಾರಿಗಳನ್ನು ಸಂಪರ್ಕಿಸಬಹುದು ಎಂದು ಪ್ರಕಟಣೆಯಲ್ಲಿ ತಿಳಿಸಲಾಗಿದೆ. (605, 1255, 940, 1377)
gandhi-dateline: ಬೆಂಗಳೂರು: (726, 933, 765, 944)
photo-banner-text3: ಚಾಮರಾಜನಗರ ಜಿಲ್ಲಾ ಘಟಕ (317, 138, 379, 145)
divider (280, 840, 715, 841)
logo-text-mugilu: ಮುಗಿಲು (816, 2, 875, 26)
aids-body: ಬೆಂಗಳೂರು: ಆರೋಗ್ಯ ಮತ್ತು ಕುಟುಂಬ ಕಲ್ಯಾಣ ಇಲಾಖೆ, ಕರ್ನಾಟಕ ರಾಜ್ಯ ಏಡ್ಸ್ ಪ್ರಿವೆನ್ಷನ್ ಸೊಸೈಟಿ ವತಿಯಿಂದ 2025ನೇ ಡಿಸೆಂಬರ್ 1 ರಂದು ‘ಹೆಚ್ಐವಿ/ಏಡ್ಸ್ ಹರಡುವಿಕೆಯನ್ನು ನಿಯಂತ್ರಿಸಲು ಇರುವ ಅಡೆತಡೆಗಳನ್ನು ಹೋಗಲಾಡಿಸೋಣ’ ಎಂಬ ಘೋಷವಾಕ್ಯದೊಂದಿಗೆ ವಿಶ್ವ ಏಡ್ಸ್ ದಿನಾಚರಣೆಯನ್ನು ಆಚರಿಸಲಾಗುತ್ತಿದೆ. ಈ ಮೂಲಕ ಜನರಲ್ಲಿ ಅರಿವು ಮೂಡಿಸುವ ವಿವಿಧ ಕಾರ್ಯಕ್ರಮಗಳನ್ನು ಹಮ್ಮಿಕೊಳ್ಳಲಾಗಿದೆ. ಸೋಂಕಿತರಿಗೆ ತಾರತಮ್ಯ ಮಾಡದೆ ಚಿಕಿತ್ಸೆ ಮತ್ತು ಸಲಹೆ ನೀಡುವ ಕುರಿತು ಜಾಗೃತಿ ಮೂಡಿಸಲಾಗುವುದು. ರಾಜ್ಯದ ಎಲ್ಲಾ ಜಿಲ್ಲಾ ಆಸ್ಪತ್ರೆಗಳಲ್ಲಿ ಉಚಿತ ತಪಾಸಣೆ ಮತ್ತು ಸಮಾಲೋಚನೆ ಸೌಲಭ್ಯವಿದ್ದು, ಸಾರ್ವಜನಿಕರು ಇದರ ಸದುಪಯೋಗ ಪಡೆದುಕೊಳ್ಳಬಹುದು. 2030 ಕ್ಕೆ ಏಡ್ಸ್ ಮುಕ್ತ ರಾಜ್ಯದ ಗುರಿ ಹೊಂದಲಾಗಿದೆ. ಆರೋಗ್ಯ ಇಲಾಖೆಯ ಅಧಿಕಾರಿಗಳು, ಸಿಬ್ಬಂದಿ, ಶಾಲಾ ಕಾಲೇಜು ವಿದ್ಯಾರ್ಥಿಗಳು ಜಾಗೃತಿ ಜಾಥಾದಲ್ಲಿ ಪಾಲ್ಗೊಳ್ಳಲಿದ್ದಾರೆ. ಮಾಹಿತಿ, ಶಿಕ್ಷಣ ಮತ್ತು ಸಂವಹನ ಚಟುವಟಿಕೆಗಳ ಮೂಲಕ ಅರಿವು ಕಾರ್ಯಕ್ರಮ ನಡೆಯಲಿದೆ ಎಂದು ಪ್ರಕಟಣೆಯಲ್ಲಿ ತಿಳಿಸಲಾಗಿದೆ. (726, 575, 938, 770)
aids-dateline: ಬೆಂಗಳೂರು: (726, 575, 765, 586)
aids-headline: ಇಂದು ವಿಶ್ವ ಏಡ್ಸ್ ದಿನಾಚರಣೆ (726, 545, 897, 565)
kdp-meeting-photo (452, 490, 717, 644)
bottom-divider-v (597, 1122, 598, 1491)
masthead-rule-dark (0, 46, 130, 51)
lamp-icon (353, 183, 367, 263)
photo-banner-text-en: KARNATAKA UNION OF WORKING JOURNALISTS(R) (273, 128, 423, 134)
divider (280, 1118, 592, 1119)
